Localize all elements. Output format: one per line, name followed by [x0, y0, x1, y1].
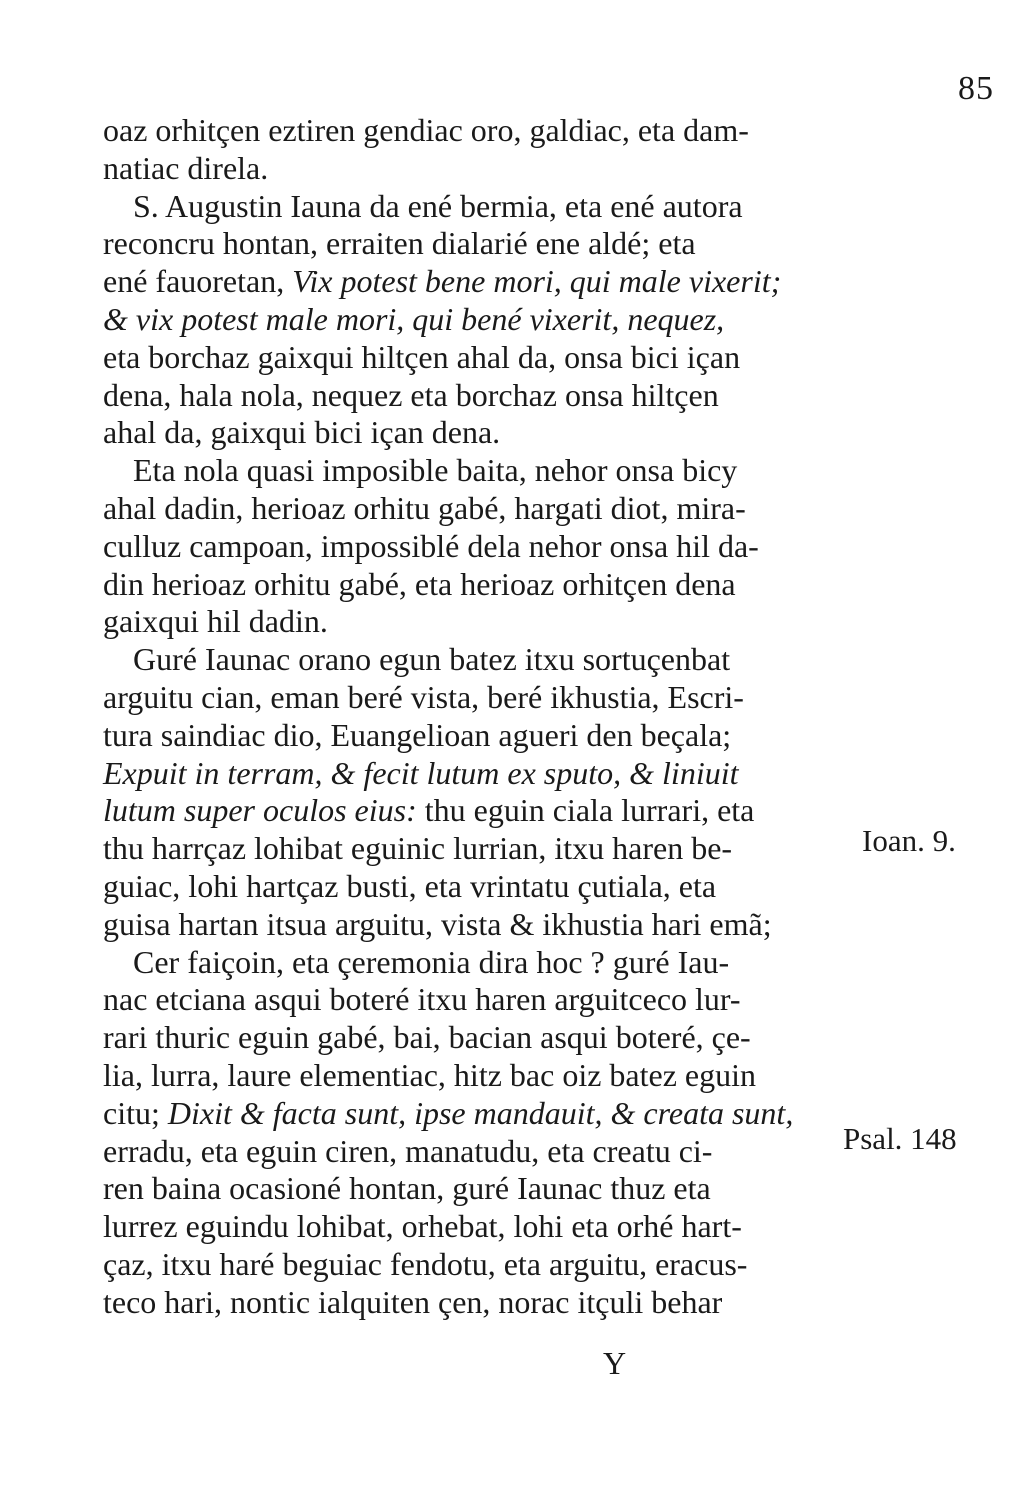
text-line: din herioaz orhitu gabé, eta herioaz orhitçen dena	[103, 565, 736, 602]
text-block	[103, 112, 843, 1322]
text-line: ahal dadin, herioaz orhitu gabé, hargati diot, mira-	[103, 489, 746, 526]
text-line: çaz, itxu haré beguiac fendotu, eta arguitu, eracus-	[103, 1245, 748, 1282]
text-line: thu harrçaz lohibat eguinic lurrian, itxu haren be-	[103, 830, 733, 867]
text-line: guisa hartan itsua arguitu, vista & ikhustia hari emã;	[103, 905, 772, 942]
margin-note-ioan: Ioan. 9.	[862, 823, 956, 858]
text-line-end: thu eguin ciala lurrari, eta	[416, 792, 755, 829]
text-line: lurrez eguindu lohibat, orhebat, lohi eta orhé hart-	[103, 1208, 742, 1245]
text-line: oaz orhitçen eztiren gendiac oro, galdiac, eta dam-	[103, 112, 749, 148]
text-line: reconcru hontan, erraiten dialarié ene aldé; eta	[103, 225, 696, 262]
text-line: tura saindiac dio, Euangelioan agueri den beçala;	[103, 716, 732, 753]
latin-quote: Vix potest bene mori, qui male vixerit;	[292, 263, 782, 300]
text-line: eta borchaz gaixqui hiltçen ahal da, onsa bici içan	[103, 338, 741, 375]
latin-quote: Dixit & facta sunt, ipse mandauit, & creata sunt,	[167, 1094, 794, 1131]
text-line-start: citu;	[103, 1094, 168, 1131]
page-number: 85	[958, 70, 994, 107]
text-line: ren baina ocasioné hontan, guré Iaunac thuz eta	[103, 1170, 711, 1207]
text-line	[103, 1095, 843, 1133]
text-line: erradu, eta eguin ciren, manatudu, eta creatu ci-	[103, 1132, 713, 1169]
latin-quote: lutum super oculos eius:	[103, 792, 417, 829]
text-line: natiac direla.	[103, 149, 269, 186]
catchword: Y	[603, 1345, 627, 1381]
text-line: dena, hala nola, nequez eta borchaz onsa hiltçen	[103, 376, 719, 413]
text-line: guiac, lohi hartçaz busti, eta vrintatu çutiala, eta	[103, 867, 717, 904]
text-line	[103, 792, 843, 830]
text-line	[103, 263, 843, 301]
text-line: arguitu cian, eman beré vista, beré ikhustia, Escri-	[103, 678, 744, 715]
text-line-start: ené fauoretan,	[103, 263, 293, 300]
latin-quote: Expuit in terram, & fecit lutum ex sputo, & liniuit	[103, 754, 739, 791]
text-line: Cer faiçoin, eta çeremonia dira hoc ? guré Iau-	[133, 943, 730, 980]
text-line: lia, lurra, laure elementiac, hitz bac oiz batez eguin	[103, 1056, 756, 1093]
text-line: Guré Iaunac orano egun batez itxu sortuçenbat	[133, 641, 731, 678]
text-line: S. Augustin Iauna da ené bermia, eta ené autora	[133, 187, 743, 224]
text-line: Eta nola quasi imposible baita, nehor onsa bicy	[133, 452, 738, 489]
text-line: nac etciana asqui boteré itxu haren arguitceco lur-	[103, 981, 741, 1018]
margin-note-psal: Psal. 148	[843, 1121, 957, 1156]
text-line: & vix potest male mori, qui bené vixerit, nequez,	[103, 300, 725, 337]
text-line: rari thuric eguin gabé, bai, bacian asqui boteré, çe-	[103, 1019, 751, 1056]
text-line: culluz campoan, impossiblé dela nehor onsa hil da-	[103, 527, 759, 564]
text-line: ahal da, gaixqui bici içan dena.	[103, 414, 501, 451]
text-line: gaixqui hil dadin.	[103, 603, 328, 640]
text-line: teco hari, nontic ialquiten çen, norac itçuli behar	[103, 1283, 723, 1320]
